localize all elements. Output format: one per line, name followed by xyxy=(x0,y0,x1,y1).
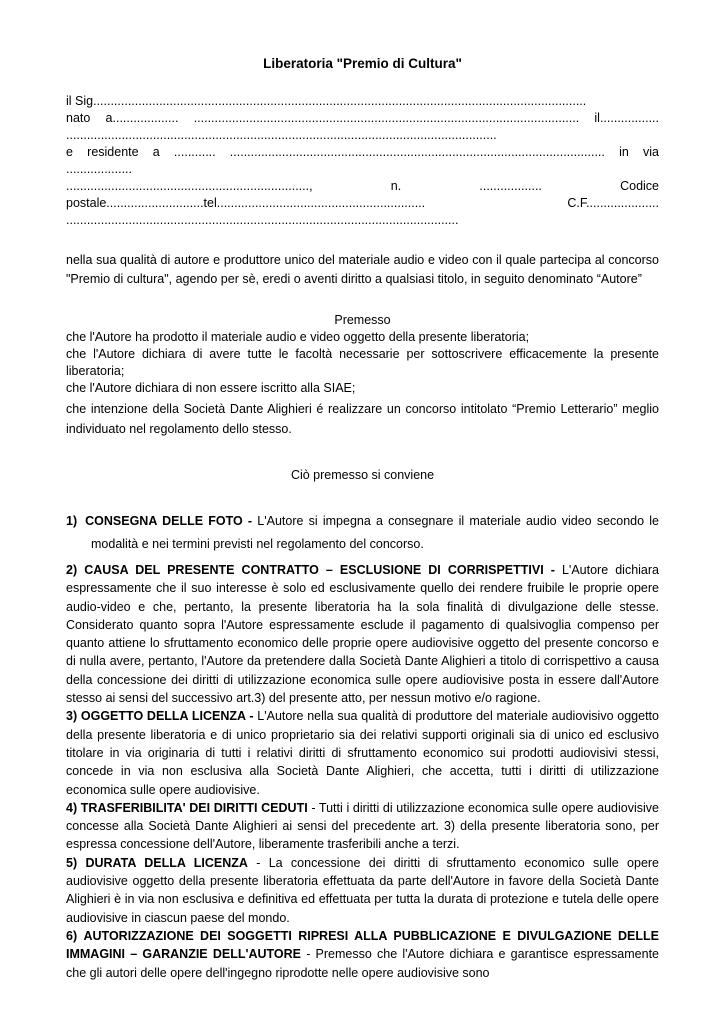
header-fields xyxy=(66,93,659,229)
clause-title: CAUSA DEL PRESENTE CONTRATTO – ESCLUSIONE DI CORRISPETTIVI - xyxy=(84,563,555,577)
clause-number: 5) xyxy=(66,855,78,870)
premesso-item: che l'Autore dichiara di avere tutte le facoltà necessarie per sottoscrivere efficacemente la presente liberatoria; xyxy=(66,347,659,378)
clause-body: L'Autore nella sua qualità di produttore del materiale audiovisivo oggetto della presente liberatoria e di unico proprietario sia dei relativi supporti originali sia di unico ed esclusivo titolare in via originaria di tutti i relativi diritti di sfruttamento economico sui prodotti audiovisivi stessi, concede in via non esclusiva alla Società Dante Alighieri, che accetta, tutti i diritti di utilizzazione economica sulle opere audiovisive. xyxy=(66,709,659,797)
intro-paragraph: nella sua qualità di autore e produttore unico del materiale audio e video con il quale partecipa al concorso "Premio di cultura", agendo per sè, eredi o aventi diritto a qualsiasi titolo, in seguito denominato “Autore” xyxy=(66,253,659,286)
clause-title: AUTORIZZAZIONE DEI SOGGETTI RIPRESI ALLA PUBBLICAZIONE E DIVULGAZIONE DELLE IMMAGINI – GARANZIE DELL'AUTORE xyxy=(66,928,659,962)
signatory-name-line: il Sig.............................................................................................................................................. xyxy=(66,94,587,108)
premesso-heading: Premesso xyxy=(334,313,391,327)
clause-2 xyxy=(66,561,659,707)
cf-overflow-line: ................................................................................................................. xyxy=(66,213,459,227)
clause-number: 6) xyxy=(66,928,78,943)
clause-body: L'Autore si impegna a consegnare il materiale audio video secondo le modalità e nei termini previsti nel regolamento del concorso. xyxy=(91,514,659,551)
clause-title: CONSEGNA DELLE FOTO - xyxy=(85,514,253,528)
clause-number: 4) xyxy=(66,800,78,815)
clause-5 xyxy=(66,854,659,927)
clause-3 xyxy=(66,707,659,798)
postal-tel-cf-line: postale............................tel............................................................ C.F..................... xyxy=(66,196,659,210)
street-number-line: ......................................................................, n. .................. Codice xyxy=(66,179,659,193)
clause-body: - Premesso che l'Autore dichiara e garantisce espressamente che gli autori delle opere dell'ingegno riprodotte nelle opere audiovisive sono xyxy=(66,947,660,980)
clause-body: - La concessione dei diritti di sfruttamento economico sulle opere audiovisive oggetto della presente liberatoria effettuata da parte dell'Autore in favore della Società Dante Alighieri è in via non esclusiva e definitiva ed effettuata per tutta la durata di protezione e tutela delle opere audiovisive in ciascun paese del mondo. xyxy=(66,855,660,925)
agreement-heading: Ciò premesso si conviene xyxy=(290,468,435,482)
clause-number: 1) xyxy=(66,514,78,528)
clause-6 xyxy=(66,927,659,982)
clause-body: L'Autore dichiara espressamente che il suo interesse è solo ed esclusivamente quello dei rendere fruibile le proprie opere audio-video e che, pertanto, la presente liberatoria ha la sola finalità di divulgazione delle stesse. Considerato quanto sopra l'Autore espressamente esclude il pagamento di qualsivoglia compenso per quanto attiene lo sfruttamento economico delle proprie opere audiovisive oggetto del presente concorso e di nulla avere, pertanto, l'Autore da pretendere dalla Società Dante Alighieri a titolo di corrispettivo a causa della concessione dei diritti di utilizzazione economica sulle opere audiovisive posta in essere dall'Autore stesso ai sensi del successivo art.3) del presente atto, per nessun motivo e/o ragione. xyxy=(66,563,659,706)
clause-title: DURATA DELLA LICENZA xyxy=(85,855,248,870)
premesso-item: che intenzione della Società Dante Alighieri é realizzare un concorso intitolato “Premio Letterario” meglio individuato nel regolamento dello stesso. xyxy=(66,402,659,436)
residence-line: e residente a ............ ............................................................................................................ in via ................... xyxy=(66,145,659,176)
clause-1 xyxy=(66,510,659,556)
clause-number: 3) xyxy=(66,709,78,724)
clause-title: TRASFERIBILITA' DEI DIRITTI CEDUTI xyxy=(80,800,308,815)
page-title: Liberatoria "Premio di Cultura" xyxy=(263,56,462,71)
birth-place-date-line: nato a................... ............................................................................................................... il................. xyxy=(66,111,659,125)
clause-body: - Tutti i diritti di utilizzazione economica sulle opere audiovisive concesse alla Società Dante Alighieri ai sensi del precedente art. 3) della presente liberatoria sono, per espressa concessione dell'Autore, liberamente trasferibili anche a terzi. xyxy=(66,800,659,852)
clause-title: OGGETTO DELLA LICENZA - xyxy=(80,709,254,724)
premesso-item: che l'Autore ha prodotto il materiale audio e video oggetto della presente liberatoria; xyxy=(66,330,530,344)
clause-number: 2) xyxy=(66,563,78,577)
clause-4 xyxy=(66,799,659,854)
premesso-item: che l'Autore dichiara di non essere iscritto alla SIAE; xyxy=(66,381,356,395)
birth-overflow-line: ............................................................................................................................ xyxy=(66,128,497,142)
